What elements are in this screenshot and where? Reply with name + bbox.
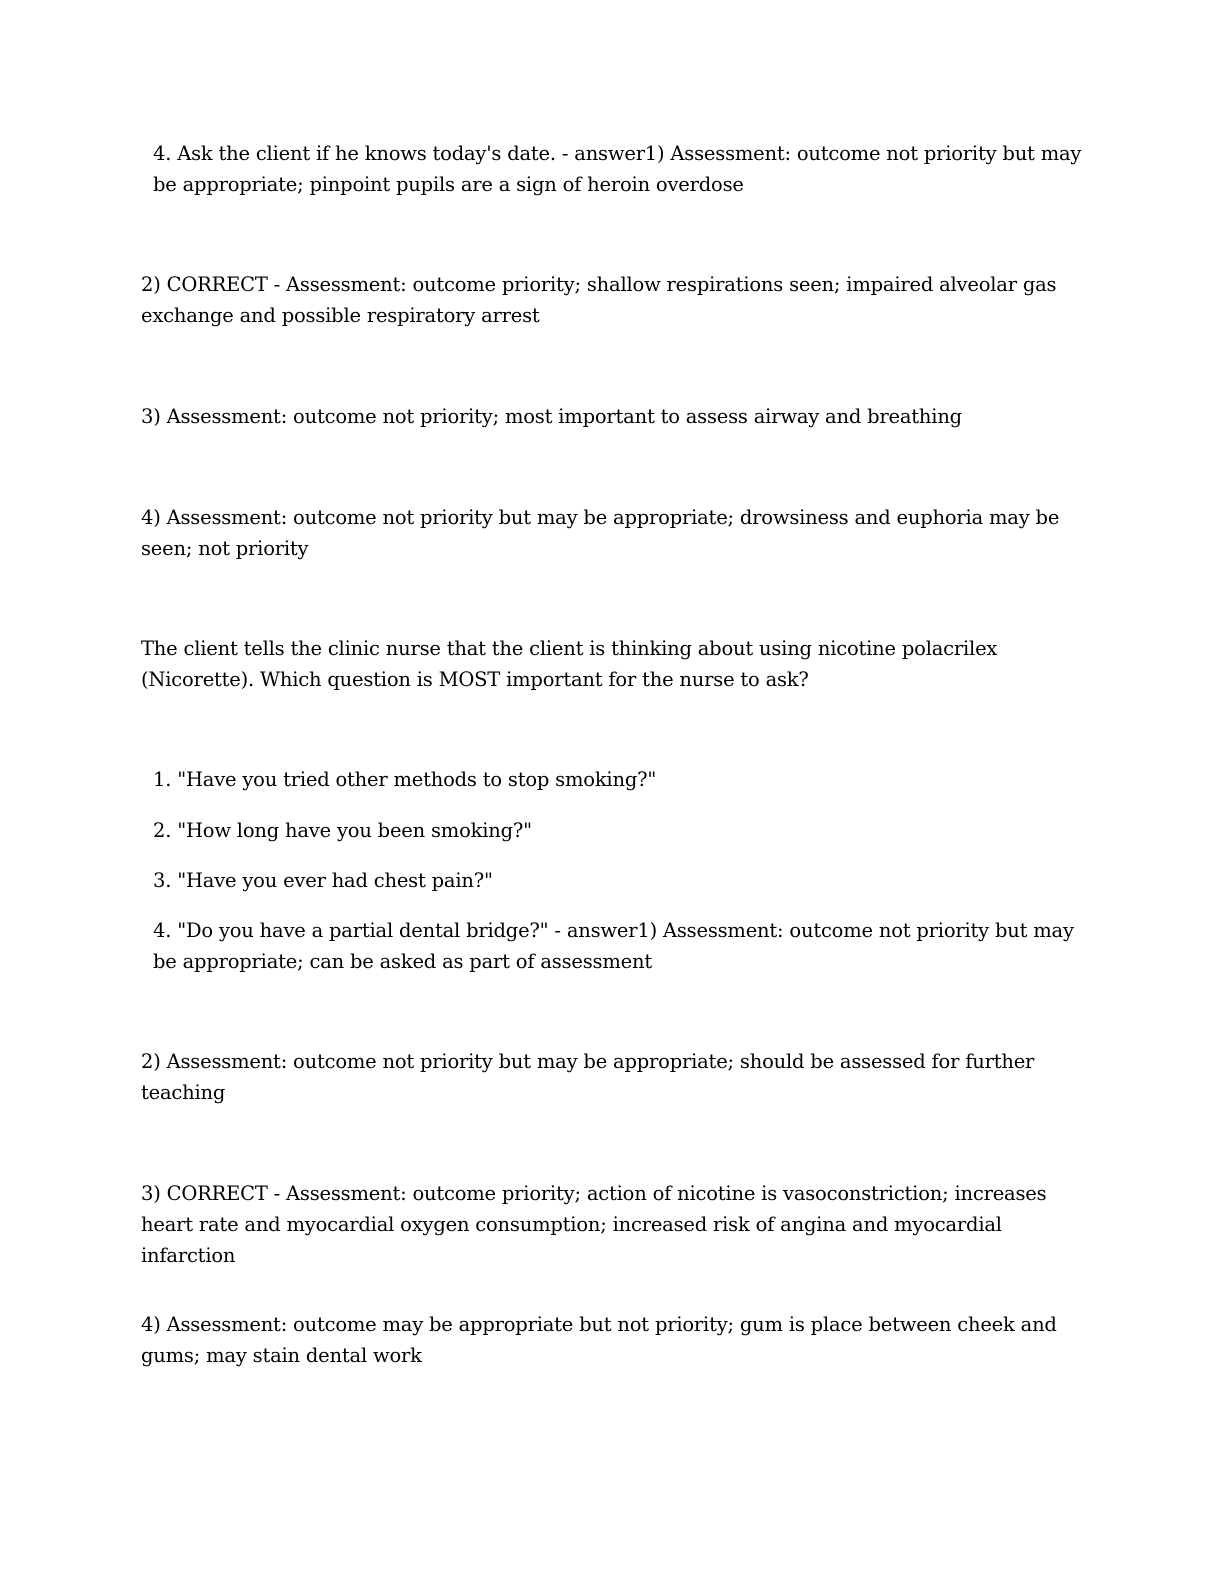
option-item: 2. "How long have you been smoking?": [153, 819, 532, 842]
option-item: 3. "Have you ever had chest pain?": [153, 869, 493, 892]
question-paragraph: The client tells the clinic nurse that the client is thinking about using nicotine polacrilex (Nicorette). Which question is MOST important for the nurse to ask?: [141, 637, 998, 691]
answer-paragraph: 3) Assessment: outcome not priority; most important to assess airway and breathing: [141, 405, 962, 428]
answer-paragraph: 2) Assessment: outcome not priority but may be appropriate; should be assessed for further teaching: [141, 1050, 1035, 1104]
option-item: 1. "Have you tried other methods to stop smoking?": [153, 768, 657, 791]
answer-paragraph: 4) Assessment: outcome may be appropriate but not priority; gum is place between cheek and gums; may stain dental work: [141, 1313, 1057, 1367]
answer-paragraph: 4. Ask the client if he knows today's date. - answer1) Assessment: outcome not priority but may be appropriate; pinpoint pupils are a sign of heroin overdose: [153, 142, 1082, 196]
answer-paragraph: 3) CORRECT - Assessment: outcome priority; action of nicotine is vasoconstriction; increases heart rate and myocardial oxygen consumption; increased risk of angina and myocardial infarction: [141, 1182, 1047, 1267]
answer-paragraph: 4) Assessment: outcome not priority but may be appropriate; drowsiness and euphoria may be seen; not priority: [141, 506, 1060, 560]
answer-paragraph: 2) CORRECT - Assessment: outcome priority; shallow respirations seen; impaired alveolar gas exchange and possible respiratory arrest: [141, 273, 1057, 327]
option-item: 4. "Do you have a partial dental bridge?" - answer1) Assessment: outcome not priority but may be appropriate; can be asked as part of assessment: [153, 919, 1074, 973]
